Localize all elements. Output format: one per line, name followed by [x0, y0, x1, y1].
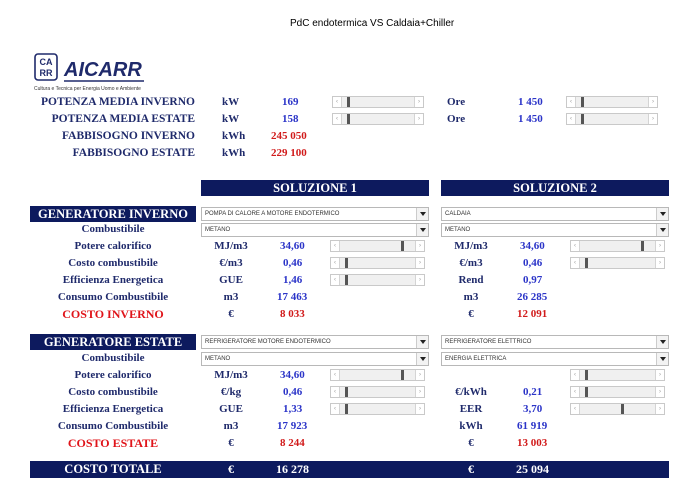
chevron-left-icon[interactable]: ‹	[567, 114, 576, 124]
summer-cost-value-2: 13 003	[517, 437, 548, 449]
chevron-down-icon[interactable]	[416, 224, 428, 236]
summer-cost-unit-1: €	[228, 437, 234, 449]
label-potenza-estate: POTENZA MEDIA ESTATE	[51, 113, 195, 125]
page-title: PdC endotermica VS Caldaia+Chiller	[290, 18, 455, 29]
chevron-left-icon[interactable]: ‹	[331, 370, 340, 380]
slider-thumb[interactable]	[585, 258, 588, 268]
summer-row-label: Efficienza Energetica	[62, 403, 164, 415]
chevron-right-icon[interactable]: ›	[655, 258, 664, 268]
slider-thumb[interactable]	[347, 114, 350, 124]
value-ore-estate: 1 450	[518, 113, 543, 125]
slider-thumb[interactable]	[347, 97, 350, 107]
summer-row-unit-2: EER	[459, 403, 483, 415]
chevron-down-icon[interactable]	[416, 336, 428, 348]
winter-cost-value-2: 12 091	[517, 308, 548, 320]
chevron-right-icon[interactable]: ›	[655, 404, 664, 414]
summer-row-unit-2: kWh	[459, 420, 483, 432]
slider-ore-estate[interactable]	[566, 113, 658, 125]
winter-generator-2-value: CALDAIA	[445, 211, 471, 217]
total-cost-label: COSTO TOTALE	[64, 462, 162, 476]
label-ore-estate: Ore	[447, 113, 466, 125]
winter-row-value-2: 0,97	[523, 274, 543, 286]
svg-text:CA: CA	[39, 57, 53, 67]
value-potenza-estate: 158	[282, 113, 299, 125]
chevron-right-icon[interactable]: ›	[414, 114, 423, 124]
total-cost-value-1: 16 278	[276, 462, 309, 476]
chevron-down-icon[interactable]	[656, 336, 668, 348]
chevron-right-icon[interactable]: ›	[415, 370, 424, 380]
slider-thumb[interactable]	[345, 404, 348, 414]
chevron-left-icon[interactable]: ‹	[567, 97, 576, 107]
chevron-left-icon[interactable]: ‹	[571, 387, 580, 397]
chevron-left-icon[interactable]: ‹	[331, 275, 340, 285]
slider-winter-eff-1[interactable]	[330, 274, 425, 286]
winter-fuel-1-value: METANO	[205, 227, 231, 233]
winter-generator-1-select[interactable]	[201, 207, 429, 221]
winter-cost-value-1: 8 033	[280, 308, 305, 320]
winter-row-unit-2: m3	[463, 291, 479, 303]
winter-row-unit-2: €/m3	[459, 257, 483, 269]
winter-row-unit-1: m3	[223, 291, 239, 303]
slider-thumb[interactable]	[401, 241, 404, 251]
chevron-left-icon[interactable]: ‹	[331, 387, 340, 397]
winter-row-label: Efficienza Energetica	[62, 274, 164, 286]
summer-row-value-1: 17 923	[277, 420, 308, 432]
summer-row-unit-2: €/kWh	[455, 386, 487, 398]
summer-row-value-1: 0,46	[283, 386, 303, 398]
unit-fabbisogno-inverno: kWh	[222, 130, 246, 142]
winter-row-unit-1: €/m3	[219, 257, 243, 269]
slider-thumb[interactable]	[345, 387, 348, 397]
summer-generator-2-value: REFRIGERATORE ELETTRICO	[445, 339, 532, 345]
chevron-right-icon[interactable]: ›	[655, 387, 664, 397]
winter-generator-2-select[interactable]	[441, 207, 669, 221]
slider-thumb[interactable]	[621, 404, 624, 414]
chevron-right-icon[interactable]: ›	[655, 370, 664, 380]
slider-summer-eff-1[interactable]	[330, 403, 425, 415]
winter-cost-label: COSTO INVERNO	[62, 307, 164, 321]
winter-row-unit-1: GUE	[219, 274, 243, 286]
winter-fuel-label: Combustibile	[81, 223, 145, 235]
chevron-down-icon[interactable]	[416, 353, 428, 365]
chevron-right-icon[interactable]: ›	[415, 404, 424, 414]
winter-generator-1-value: POMPA DI CALORE A MOTORE ENDOTERMICO	[205, 211, 340, 217]
slider-potenza-inverno[interactable]	[332, 96, 424, 108]
chevron-left-icon[interactable]: ‹	[331, 404, 340, 414]
slider-thumb[interactable]	[581, 97, 584, 107]
slider-winter-pci-2[interactable]	[570, 240, 665, 252]
winter-row-label: Consumo Combustibile	[57, 291, 169, 303]
summer-fuel-label: Combustibile	[81, 352, 145, 364]
summer-row-value-2: 3,70	[523, 403, 543, 415]
winter-fuel-2-select[interactable]	[441, 223, 669, 237]
solution-1-header: SOLUZIONE 1	[201, 180, 429, 196]
solution-2-header: SOLUZIONE 2	[441, 180, 669, 196]
winter-row-unit-2: Rend	[458, 274, 484, 286]
winter-row-unit-2: MJ/m3	[454, 240, 488, 252]
chevron-right-icon[interactable]: ›	[414, 97, 423, 107]
winter-cost-unit-2: €	[468, 308, 474, 320]
summer-row-value-1: 1,33	[283, 403, 303, 415]
aicarr-logo-graphic	[34, 52, 204, 88]
summer-generator-1-select[interactable]	[201, 335, 429, 349]
chevron-down-icon[interactable]	[656, 353, 668, 365]
summer-row-value-2: 61 919	[517, 420, 548, 432]
chevron-left-icon[interactable]: ‹	[571, 258, 580, 268]
slider-summer-cost-1[interactable]	[330, 386, 425, 398]
summer-row-unit-1: m3	[223, 420, 239, 432]
total-cost-unit-1: €	[228, 462, 234, 476]
winter-row-value-2: 34,60	[520, 240, 545, 252]
label-fabbisogno-inverno: FABBISOGNO INVERNO	[61, 130, 195, 142]
slider-ore-inverno[interactable]	[566, 96, 658, 108]
summer-row-value-1: 34,60	[280, 369, 305, 381]
slider-thumb[interactable]	[345, 258, 348, 268]
summer-row-label: Potere calorifico	[74, 369, 152, 381]
chevron-down-icon[interactable]	[656, 208, 668, 220]
slider-thumb[interactable]	[401, 370, 404, 380]
label-potenza-inverno: POTENZA MEDIA INVERNO	[41, 96, 195, 108]
winter-row-label: Costo combustibile	[68, 257, 158, 269]
value-fabbisogno-estate: 229 100	[271, 147, 307, 159]
chevron-down-icon[interactable]	[416, 208, 428, 220]
summer-row-unit-1: GUE	[219, 403, 243, 415]
chevron-left-icon[interactable]: ‹	[331, 258, 340, 268]
slider-thumb[interactable]	[345, 275, 348, 285]
chevron-left-icon[interactable]: ‹	[333, 114, 342, 124]
chevron-left-icon[interactable]: ‹	[571, 241, 580, 251]
summer-generator-header: GENERATORE ESTATE	[30, 334, 196, 350]
summer-fuel-2-select[interactable]	[441, 352, 669, 366]
summer-cost-label: COSTO ESTATE	[67, 436, 159, 450]
summer-row-value-2: 0,21	[523, 386, 543, 398]
chevron-right-icon[interactable]: ›	[655, 241, 664, 251]
slider-thumb[interactable]	[585, 387, 588, 397]
unit-potenza-inverno: kW	[222, 96, 240, 108]
label-fabbisogno-estate: FABBISOGNO ESTATE	[72, 147, 195, 159]
slider-thumb[interactable]	[581, 114, 584, 124]
winter-fuel-2-value: METANO	[445, 227, 471, 233]
summer-row-label: Consumo Combustibile	[57, 420, 169, 432]
chevron-down-icon[interactable]	[656, 224, 668, 236]
chevron-right-icon[interactable]: ›	[648, 97, 657, 107]
value-potenza-inverno: 169	[282, 96, 299, 108]
chevron-left-icon[interactable]: ‹	[331, 241, 340, 251]
chevron-left-icon[interactable]: ‹	[333, 97, 342, 107]
total-cost-value-2: 25 094	[516, 462, 549, 476]
winter-row-value-1: 34,60	[280, 240, 305, 252]
slider-winter-cost-1[interactable]	[330, 257, 425, 269]
summer-cost-unit-2: €	[468, 437, 474, 449]
winter-row-unit-1: MJ/m3	[214, 240, 248, 252]
summer-fuel-1-select[interactable]	[201, 352, 429, 366]
slider-summer-eff-2[interactable]	[570, 403, 665, 415]
summer-row-label: Costo combustibile	[68, 386, 158, 398]
summer-fuel-2-value: ENERGIA ELETTRICA	[445, 356, 507, 362]
logo-tagline: Cultura e Tecnica per Energia Uomo e Ambiente	[34, 86, 141, 92]
winter-cost-unit-1: €	[228, 308, 234, 320]
svg-text:RR: RR	[39, 68, 53, 78]
summer-row-unit-1: €/kg	[220, 386, 242, 398]
svg-text:AICARR: AICARR	[64, 59, 142, 81]
slider-winter-pci-1[interactable]	[330, 240, 425, 252]
value-ore-inverno: 1 450	[518, 96, 543, 108]
summer-row-unit-1: MJ/m3	[214, 369, 248, 381]
winter-row-value-1: 1,46	[283, 274, 303, 286]
summer-fuel-1-value: METANO	[205, 356, 231, 362]
unit-potenza-estate: kW	[222, 113, 240, 125]
slider-summer-cost-2[interactable]	[570, 386, 665, 398]
total-cost-unit-2: €	[468, 462, 474, 476]
chevron-right-icon[interactable]: ›	[648, 114, 657, 124]
slider-thumb[interactable]	[585, 370, 588, 380]
unit-fabbisogno-estate: kWh	[222, 147, 246, 159]
winter-fuel-1-select[interactable]	[201, 223, 429, 237]
winter-row-value-1: 17 463	[277, 291, 308, 303]
slider-winter-cost-2[interactable]	[570, 257, 665, 269]
value-fabbisogno-inverno: 245 050	[271, 130, 307, 142]
summer-generator-1-value: REFRIGERATORE MOTORE ENDOTERMICO	[205, 339, 331, 345]
slider-summer-pci-1[interactable]	[330, 369, 425, 381]
label-ore-inverno: Ore	[447, 96, 466, 108]
chevron-left-icon[interactable]: ‹	[571, 404, 580, 414]
summer-cost-value-1: 8 244	[280, 437, 305, 449]
winter-row-value-2: 0,46	[523, 257, 543, 269]
slider-summer-pci-2[interactable]	[570, 369, 665, 381]
chevron-right-icon[interactable]: ›	[415, 387, 424, 397]
chevron-right-icon[interactable]: ›	[415, 241, 424, 251]
chevron-right-icon[interactable]: ›	[415, 258, 424, 268]
winter-row-label: Potere calorifico	[74, 240, 152, 252]
chevron-right-icon[interactable]: ›	[415, 275, 424, 285]
winter-row-value-2: 26 285	[517, 291, 548, 303]
slider-thumb[interactable]	[641, 241, 644, 251]
summer-generator-2-select[interactable]	[441, 335, 669, 349]
slider-potenza-estate[interactable]	[332, 113, 424, 125]
winter-generator-header: GENERATORE INVERNO	[30, 206, 196, 222]
winter-row-value-1: 0,46	[283, 257, 303, 269]
chevron-left-icon[interactable]: ‹	[571, 370, 580, 380]
